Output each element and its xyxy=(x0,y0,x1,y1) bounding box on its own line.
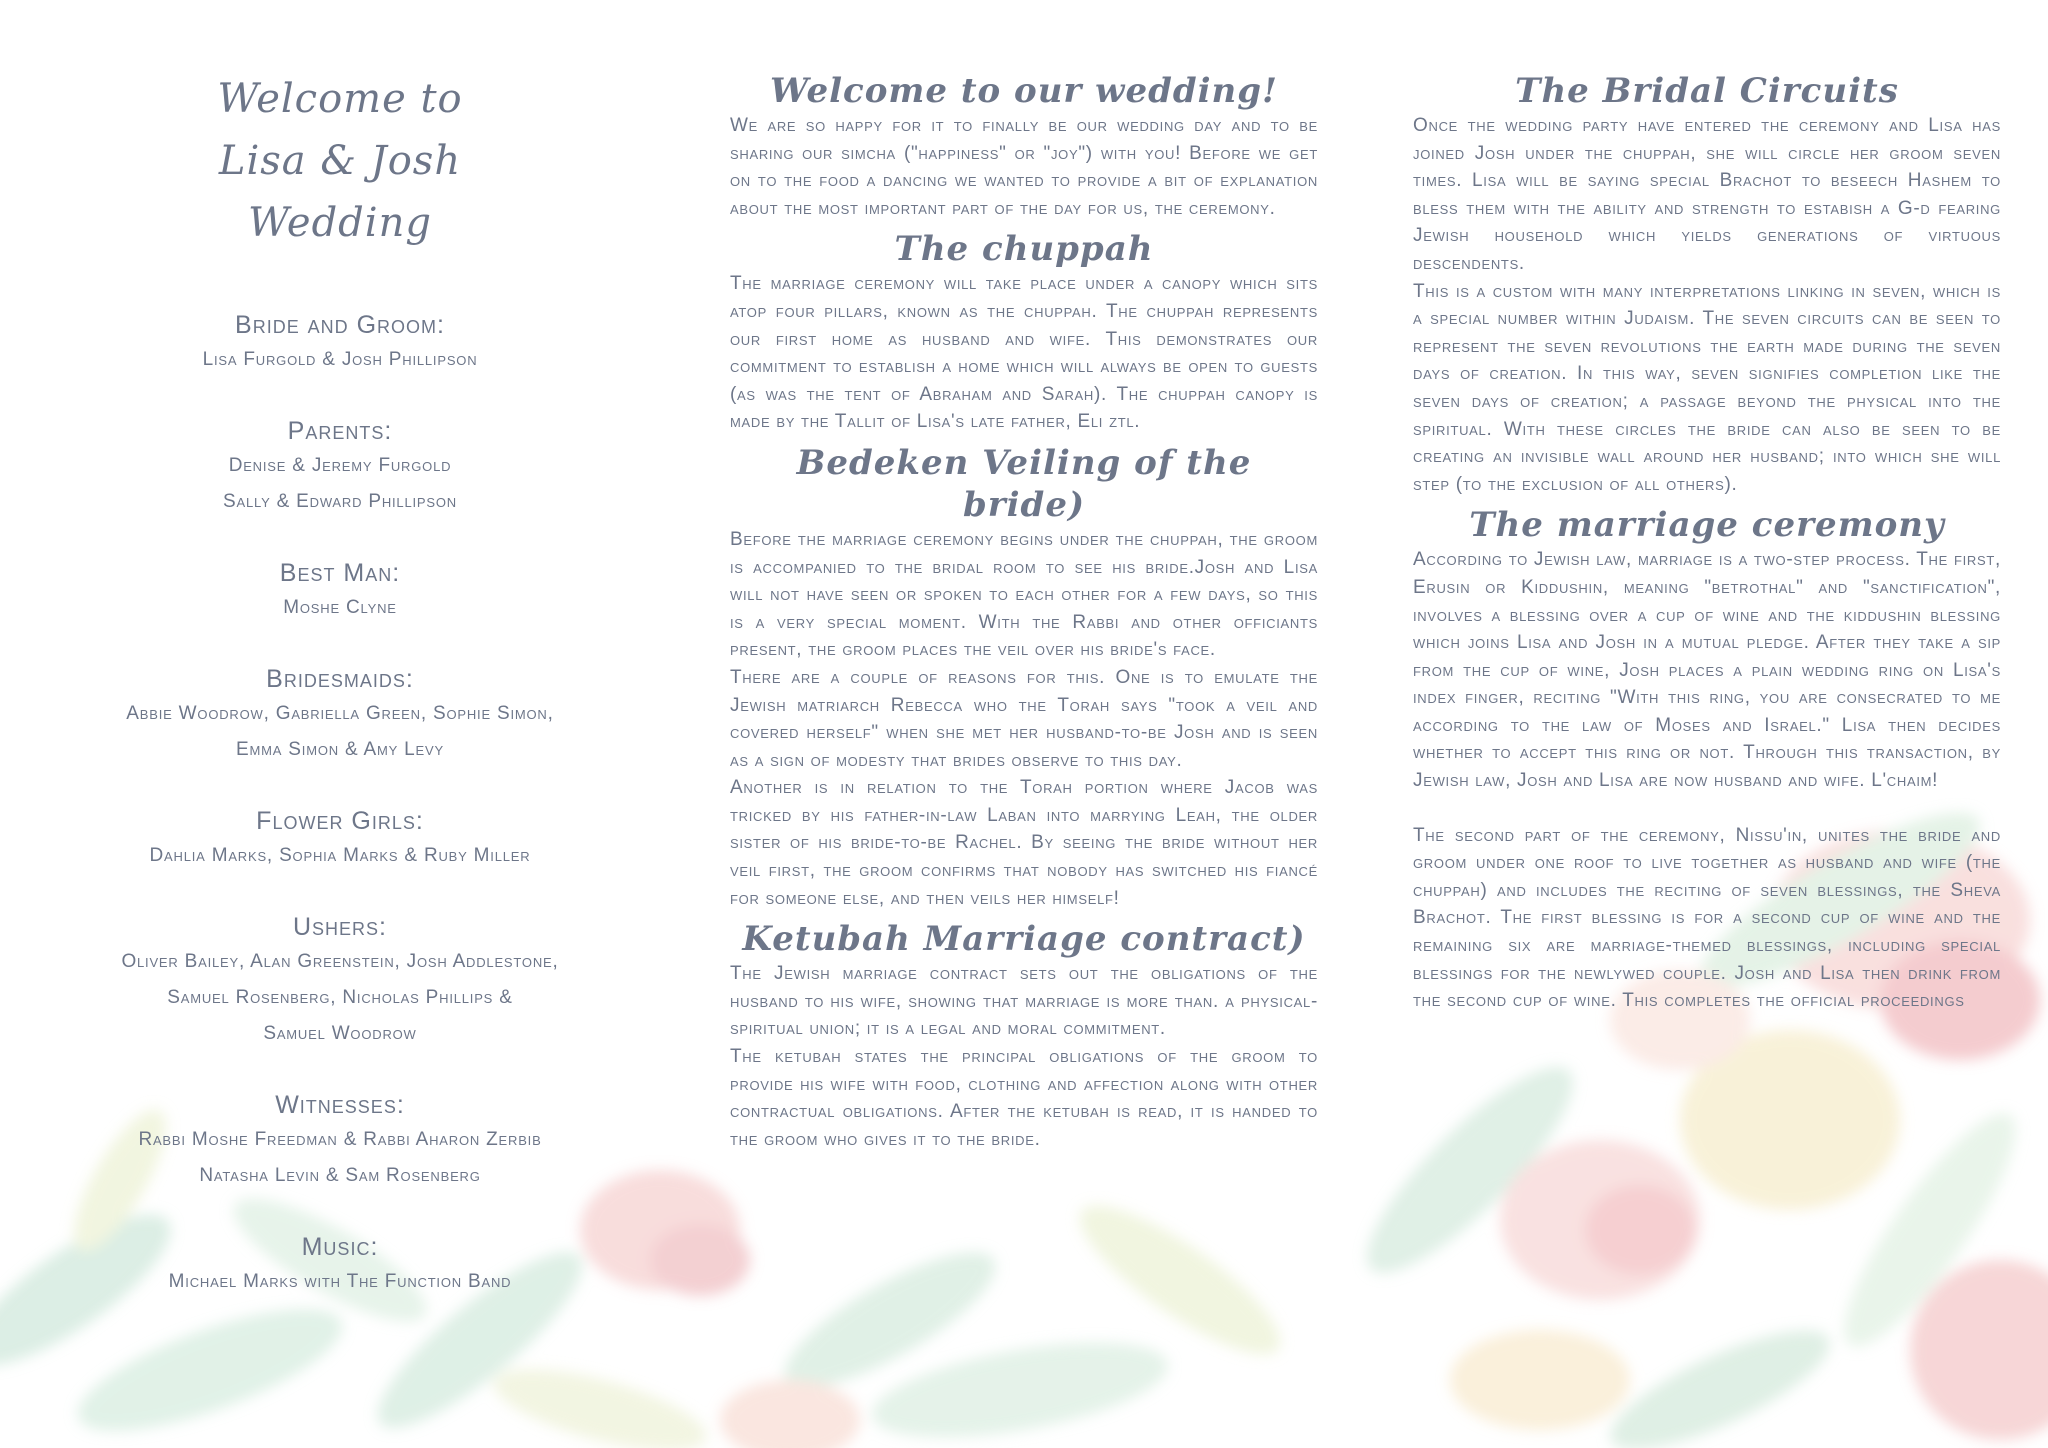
middle-panel-ceremony-explanation xyxy=(730,0,1318,1153)
role-section-bride-groom xyxy=(60,308,620,378)
role-label: Music: xyxy=(301,1233,379,1261)
role-section-best-man xyxy=(60,556,620,626)
role-name: Samuel Rosenberg, Nicholas Phillips & xyxy=(167,987,513,1008)
role-section-ushers xyxy=(60,910,620,1052)
role-label: Ushers: xyxy=(292,913,387,941)
role-label: Parents: xyxy=(287,417,393,445)
role-label: Flower Girls: xyxy=(256,807,424,835)
role-label: Bridesmaids: xyxy=(266,665,414,693)
right-panel-ceremony-details xyxy=(1413,0,2001,1015)
role-label: Best Man: xyxy=(279,559,401,587)
role-name: Natasha Levin & Sam Rosenberg xyxy=(199,1165,481,1186)
role-name: Samuel Woodrow xyxy=(263,1023,417,1044)
role-name: Sally & Edward Phillipson xyxy=(223,491,457,512)
bedeken-paragraph-2: There are a couple of reasons for this. One is to emulate the Jewish matriarch Rebecca who the Torah says "took a veil and covered herself" when she met her husband-to-be Josh and is seen as a sign of modesty that brides observe to this day. xyxy=(730,666,1318,771)
role-name: Emma Simon & Amy Levy xyxy=(236,739,444,760)
welcome-paragraph: We are so happy for it to finally be our wedding day and to be sharing our simcha ("happiness" or "joy") with you! Before we get on to the food a dancing we wanted to provide a bit of explanation about the most important part of the day for us, the ceremony. xyxy=(730,115,1318,219)
role-section-witnesses xyxy=(60,1088,620,1194)
bridal-circuits-paragraph-1: Once the wedding party have entered the ceremony and Lisa has joined Josh under the chuppah, she will circle her groom seven times. Lisa will be saying special Brachot to beseech Hashem to bless them with the ability and strength to estabish a G-d fearing Jewish household which yields generations of virtuous descendents. xyxy=(1413,115,2001,274)
welcome-title xyxy=(60,68,620,254)
role-section-bridesmaids xyxy=(60,662,620,768)
left-panel-wedding-party xyxy=(60,0,620,1336)
welcome-heading: Welcome to our wedding! xyxy=(770,71,1278,111)
role-label: Witnesses: xyxy=(275,1091,405,1119)
bedeken-paragraph-3: Another is in relation to the Torah portion where Jacob was tricked by his father-in-law Laban into marrying Leah, the older sister of his bride-to-be Rachel. By seeing the bride without her veil first, the groom confirms that nobody has switched his fiancé for someone else, and then veils her himself! xyxy=(730,777,1318,909)
bedeken-paragraph-1: Before the marriage ceremony begins under the chuppah, the groom is accompanied to the bridal room to see his bride.Josh and Lisa will not have seen or spoken to each other for a few days, so this is a very special moment. With the Rabbi and other officiants present, the groom places the veil over his bride's face. xyxy=(730,528,1318,661)
ketubah-paragraph-1: The Jewish marriage contract sets out the obligations of the husband to his wife, showing that marriage is more than. a physical-spiritual union; it is a legal and moral commitment. xyxy=(730,963,1318,1040)
marriage-ceremony-heading: The marriage ceremony xyxy=(1469,505,1945,546)
bridal-circuits-heading: The Bridal Circuits xyxy=(1515,71,1899,111)
welcome-title-line-2: Lisa & Josh xyxy=(218,138,462,184)
welcome-title-line-3: Wedding xyxy=(248,200,432,246)
welcome-title-line-1: Welcome to xyxy=(217,76,463,122)
role-name: Dahlia Marks, Sophia Marks & Ruby Miller xyxy=(149,845,531,866)
role-name: Abbie Woodrow, Gabriella Green, Sophie Simon, xyxy=(126,703,554,724)
chuppah-paragraph: The marriage ceremony will take place under a canopy which sits atop four pillars, known as the chuppah. The chuppah represents our first home as husband and wife. This demonstrates our commitment to establish a home which will always be open to guests (as was the tent of Abraham and Sarah). The chuppah canopy is made by the Tallit of Lisa's late father, Eli ztl. xyxy=(730,273,1318,433)
role-name: Rabbi Moshe Freedman & Rabbi Aharon Zerbib xyxy=(138,1129,542,1150)
marriage-ceremony-paragraph-2: The second part of the ceremony, Nissu'in, unites the bride and groom under one roof to live together as husband and wife (the chuppah) and includes the reciting of seven blessings, the Sheva Brachot. The first blessing is for a second cup of wine and the remaining six are marriage-themed blessings, including special blessings for the newlywed couple. Josh and Lisa then drink from the second cup of wine. This completes the official proceedings xyxy=(1413,824,2001,1012)
role-section-music xyxy=(60,1230,620,1300)
ketubah-heading: Ketubah Marriage contract) xyxy=(742,919,1306,960)
role-name: Lisa Furgold & Josh Phillipson xyxy=(202,349,478,370)
role-section-parents xyxy=(60,414,620,520)
bridal-circuits-paragraph-2: This is a custom with many interpretations linking in seven, which is a special number within Judaism. The seven circuits can be seen to represent the seven revolutions the earth made during the seven days of creation. In this way, seven signifies completion like the seven days of creation; a passage beyond the physical into the spiritual. With these circles the bride can also be seen to be creating an invisible wall around her husband; into which she will step (to the exclusion of all others). xyxy=(1413,280,2001,495)
role-label: Bride and Groom: xyxy=(235,311,445,339)
role-section-flower-girls xyxy=(60,804,620,874)
role-name: Denise & Jeremy Furgold xyxy=(228,455,452,476)
bedeken-heading: Bedeken Veiling of the bride) xyxy=(796,442,1252,525)
chuppah-heading: The chuppah xyxy=(894,229,1154,270)
role-name: Moshe Clyne xyxy=(283,597,397,618)
ketubah-paragraph-2: The ketubah states the principal obligations of the groom to provide his wife with food, clothing and affection along with other contractual obligations. After the ketubah is read, it is handed to the groom who gives it to the bride. xyxy=(730,1046,1318,1150)
role-name: Michael Marks with The Function Band xyxy=(168,1271,512,1292)
marriage-ceremony-paragraph-1: According to Jewish law, marriage is a two-step process. The first, Erusin or Kiddushin, meaning "betrothal" and "sanctification", involves a blessing over a cup of wine and the kiddushin blessing which joins Lisa and Josh in a mutual pledge. After they take a sip from the cup of wine, Josh places a plain wedding ring on Lisa's index finger, reciting "With this ring, you are consecrated to me according to the law of Moses and Israel." Lisa then decides whether to accept this ring or not. Through this transaction, by Jewish law, Josh and Lisa are now husband and wife. L'chaim! xyxy=(1413,549,2001,792)
role-name: Oliver Bailey, Alan Greenstein, Josh Addlestone, xyxy=(121,951,559,972)
